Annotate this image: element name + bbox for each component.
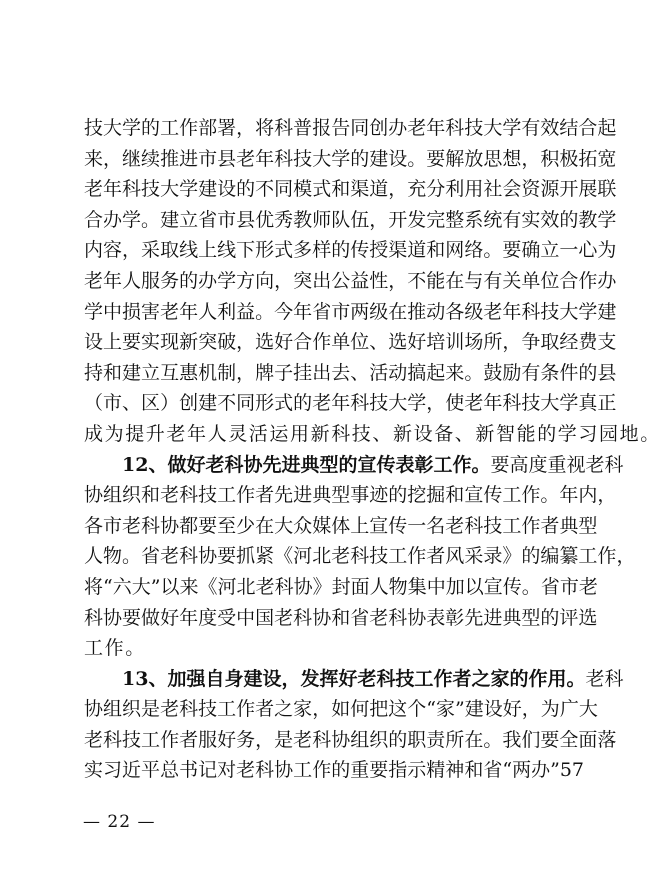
paragraph-line: 协 组 织 和 老 科 技 工 作 者 先 进 典 型 事 迹 的 挖 掘 和 宣 传 工 作 。 年 内 ，: [84, 484, 617, 507]
section-12-text: 要高度重视老科: [490, 453, 624, 476]
paragraph-line: 工作。: [84, 637, 146, 660]
paragraph-line: 科 协 要 做 好 年 度 受 中 国 老 科 协 和 省 老 科 协 表 彰 先 进 典 型 的 评 选: [84, 606, 598, 629]
section-13-heading: 13、加强自身建设，发挥好老科技工作者之家的作用。: [122, 667, 586, 690]
body-text: [84, 113, 661, 786]
paragraph-line: 学 中 损 害 老 年 人 利 益 。 今 年 省 市 两 级 在 推 动 各 级 老 年 科 技 大 学 建: [84, 300, 617, 323]
paragraph-line: 成为提升老年人灵活运用新科技、新设备、新智能的学习园地。: [84, 422, 661, 445]
paragraph-line: 将 “ 六 大 ” 以 来 《 河 北 老 科 协 》 封 面 人 物 集 中 加 以 宣 传 。 省 市 老: [84, 575, 598, 598]
section-12-first-line: [84, 450, 624, 481]
paragraph-line: 实 习 近 平 总 书 记 对 老 科 协 工 作 的 重 要 指 示 精 神 和 省 “ 两 办 ” 5 7: [84, 759, 584, 782]
paragraph-line: 人 物 。 省 老 科 协 要 抓 紧 《 河 北 老 科 技 工 作 者 风 采 录 》 的 编 纂 工 作 ，: [84, 545, 636, 568]
paragraph-line: 协 组 织 是 老 科 技 工 作 者 之 家 ， 如 何 把 这 个 “ 家 ” 建 设 好 ， 为 广 大: [84, 698, 598, 721]
paragraph-line: 来 ， 继 续 推 进 市 县 老 年 科 技 大 学 的 建 设 。 要 解 放 思 想 ， 积 极 拓 宽: [84, 147, 617, 170]
paragraph-line: 老 年 人 服 务 的 办 学 方 向 ， 突 出 公 益 性 ， 不 能 在 与 有 关 单 位 合 作 办: [84, 269, 617, 292]
section-13-text: 老科: [585, 667, 624, 690]
paragraph-line: 设 上 要 实 现 新 突 破 ， 选 好 合 作 单 位 、 选 好 培 训 场 所 ， 争 取 经 费 支: [84, 331, 617, 354]
paragraph-line: 持 和 建 立 互 惠 机 制 ， 牌 子 挂 出 去 、 活 动 搞 起 来 。 鼓 励 有 条 件 的 县: [84, 361, 617, 384]
paragraph-line: 合 办 学 。 建 立 省 市 县 优 秀 教 师 队 伍 ， 开 发 完 整 系 统 有 实 效 的 教 学: [84, 208, 617, 231]
page-number: — 22 —: [83, 812, 156, 832]
paragraph-line: 各 市 老 科 协 都 要 至 少 在 大 众 媒 体 上 宣 传 一 名 老 科 技 工 作 者 典 型: [84, 514, 598, 537]
section-12-heading: 12、做好老科协先进典型的宣传表彰工作。: [122, 453, 491, 476]
paragraph-line: 内 容 ， 采 取 线 上 线 下 形 式 多 样 的 传 授 渠 道 和 网 络 。 要 确 立 一 心 为: [84, 239, 617, 262]
paragraph-line: 老 年 科 技 大 学 建 设 的 不 同 模 式 和 渠 道 ， 充 分 利 用 社 会 资 源 开 展 联: [84, 178, 617, 201]
paragraph-line: （ 市 、 区 ） 创 建 不 同 形 式 的 老 年 科 技 大 学 ， 使 老 年 科 技 大 学 真 正: [84, 392, 617, 415]
section-13-first-line: [84, 664, 624, 695]
paragraph-line: 老 科 技 工 作 者 服 好 务 ， 是 老 科 协 组 织 的 职 责 所 在 。 我 们 要 全 面 落: [84, 728, 617, 751]
paragraph-line: 技 大 学 的 工 作 部 署 ， 将 科 普 报 告 同 创 办 老 年 科 技 大 学 有 效 结 合 起: [84, 117, 617, 139]
